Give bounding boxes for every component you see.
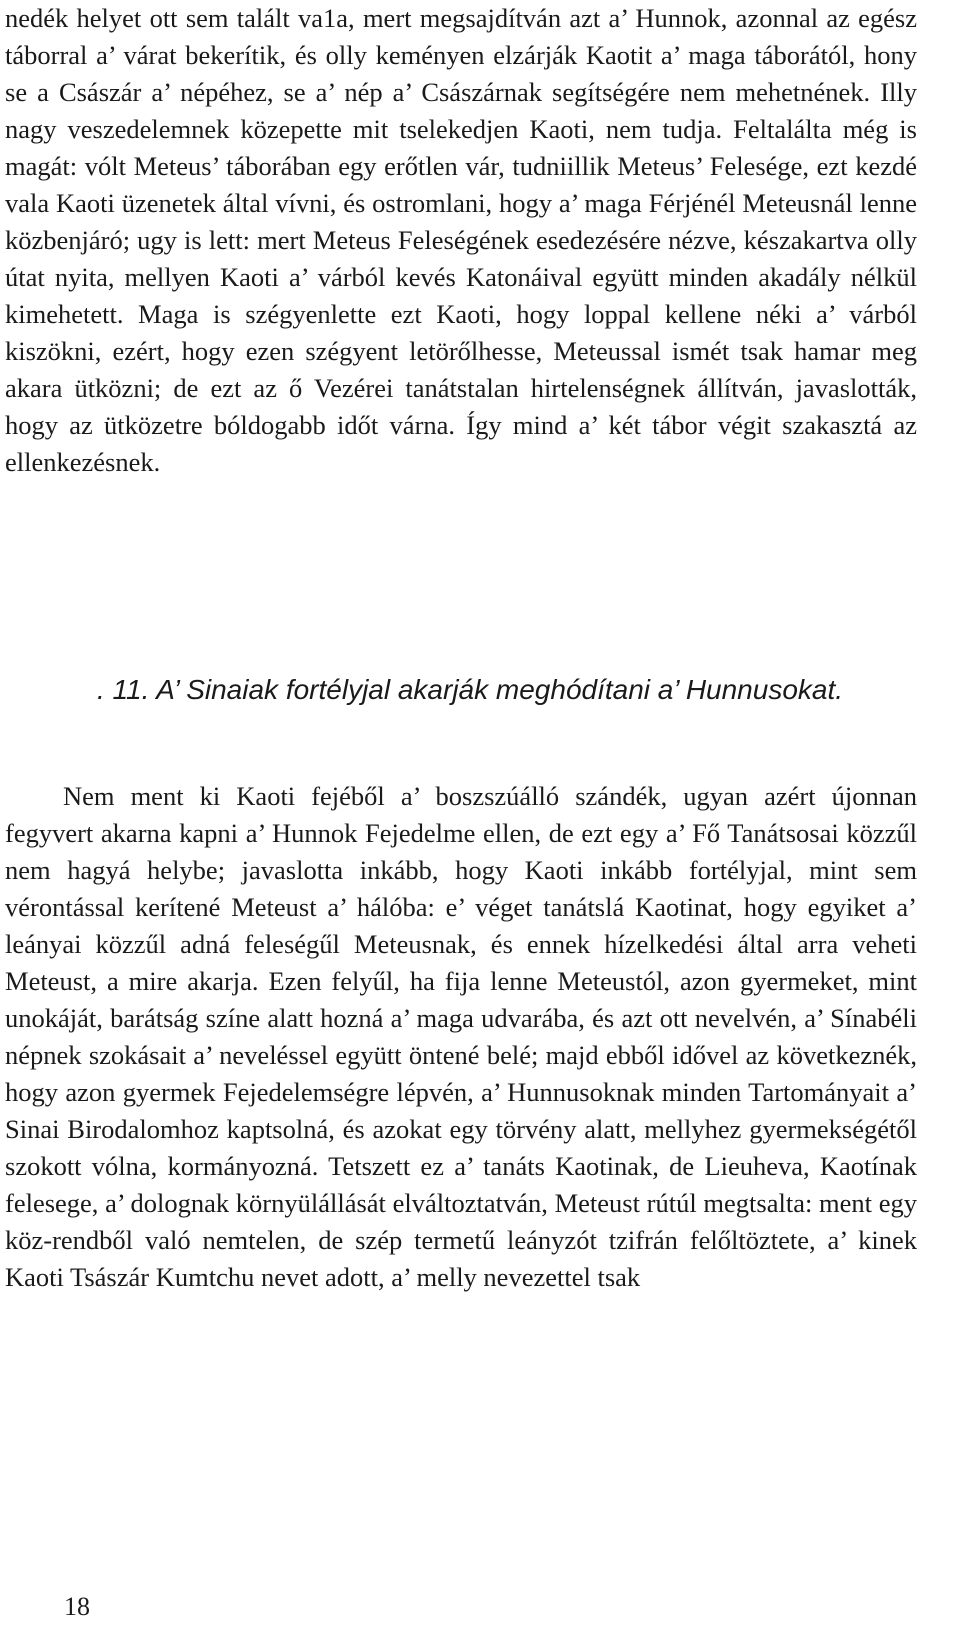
paragraph-continued: nedék helyet ott sem talált va1a, mert megsajdítván azt a’ Hunnok, azonnal az egész táborral a’ várat bekerítik, és olly keményen elzárják Kaotit a’ maga táborától, hony se a Császár a’ népéhez, se a’ nép a’ Császárnak segítségére nem mehetnének. Illy nagy veszedelemnek közepette mit tselekedjen Kaoti, nem tudja. Feltalálta még is magát: vólt Meteus’ táborában egy erőtlen vár, tudniillik Meteus’ Felesége, ezt kezdé vala Kaoti üzenetek által vívni, és ostromlani, hogy a’ maga Férjénél Meteusnál lenne közbenjáró; ugy is lett: mert Meteus Feleségének esedezésére nézve, készakartva olly útat nyita, mellyen Kaoti a’ várból kevés Katonáival együtt minden akadály nélkül kimehetett. Maga is szégyenlette ezt Kaoti, hogy loppal kellene néki a’ várból kiszökni, ezért, hogy ezen szégyent letörőlhesse, Meteussal ismét tsak hamar meg akara ütközni; de ezt az ő Vezérei tanátstalan hirtelenségnek állítván, javaslották, hogy az ütközetre bóldogabb időt várna. Így mind a’ két tábor végit szakasztá az ellenkezésnek. [5,3,917,477]
paragraph-section-body: Nem ment ki Kaoti fejéből a’ boszszúálló szándék, ugyan azért újonnan fegyvert akarna kapni a’ Hunnok Fejedelme ellen, de ezt egy a’ Fő Tanátsosai közzűl nem hagyá helybe; javaslotta inkább, hogy Kaoti inkább fortélyjal, mint sem vérontással kerítené Meteust a’ hálóba: e’ véget tanátslá Kaotinat, hogy egyiket a’ leányai közzűl adná feleségűl Meteusnak, és ennek hízelkedési által arra veheti Meteust, a mire akarja. Ezen felyűl, ha fija lenne Meteustól, azon gyermeket, mint unokáját, barátság színe alatt hozná a’ maga udvarába, és azt ott nevelvén, a’ Sínabéli népnek szokásait a’ neveléssel együtt öntené belé; majd ebből idővel az következnék, hogy azon gyermek Fejedelemségre lépvén, a’ Hunnusoknak minden Tartományait a’ Sinai Birodalomhoz kaptsolná, és azokat egy törvény alatt, mellyhez gyermekségétől szokott vólna, kormányozná. Tetszett ez a’ tanáts Kaotinak, de Lieuheva, Kaotínak felesege, a’ dolognak környülállását elváltoztatván, Meteust rútúl megtsalta: ment egy köz-rendből való nemtelen, de szép termetű leányzót tzifrán felőltöztete, a’ kinek Kaoti Tsászár Kumtchu nevet adott, a’ melly nevezettel tsak [5,781,917,1292]
section-heading: . 11. A’ Sinaiak fortélyjal akarják meghódítani a’ Hunnusokat. [96,674,844,705]
page-number: 18 [64,1592,90,1621]
